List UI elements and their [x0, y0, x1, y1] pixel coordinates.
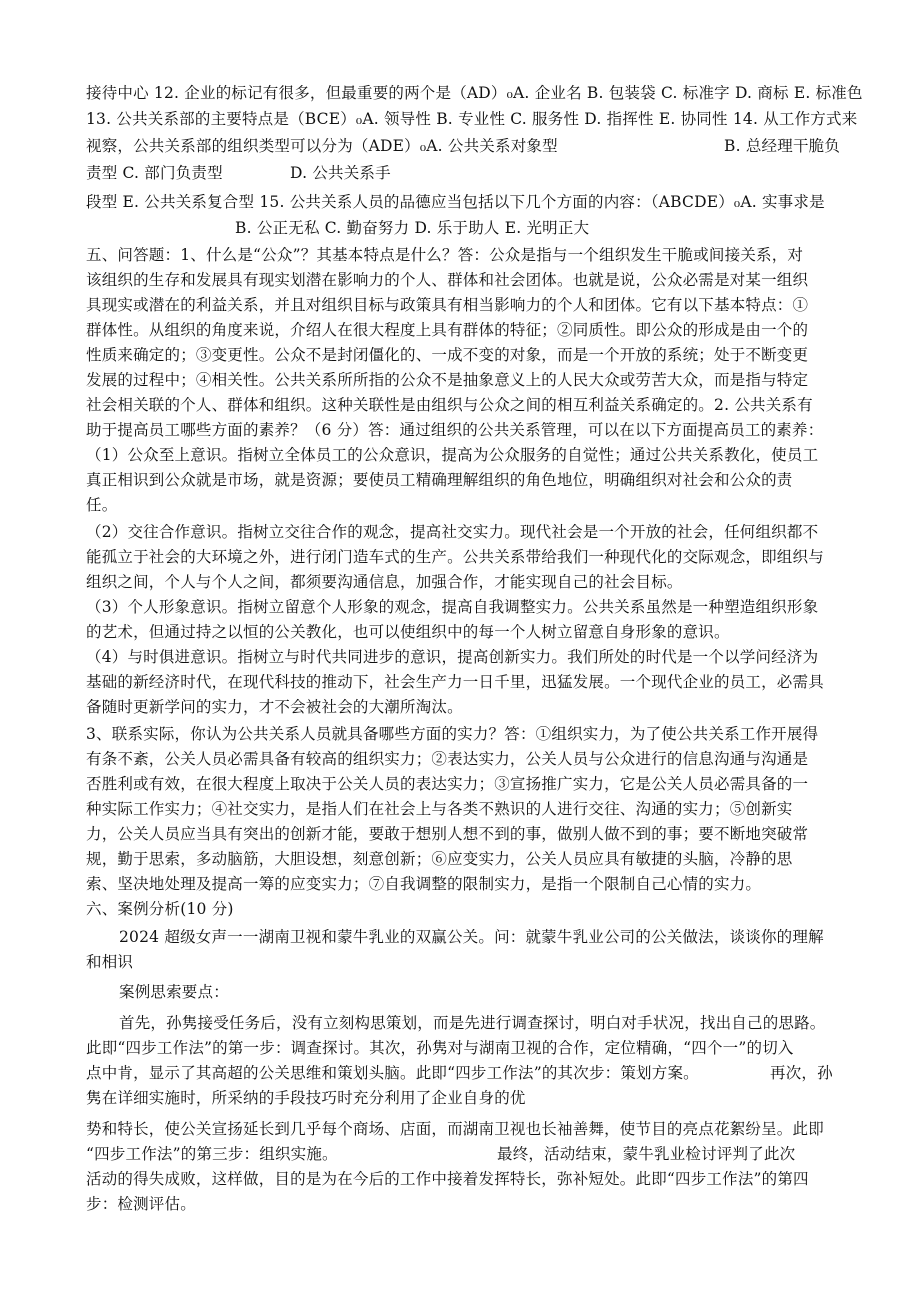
text-line: 视察，公共关系部的组织类型可以分为（ADE）₀A. 公共关系对象型	[86, 137, 558, 155]
text-line: 能孤立于社会的大环境之外，进行闭门造车式的生产。公共关系带给我们一种现代化的交际观念，即组织与	[86, 548, 824, 566]
text-line: B. 公正无私 C. 勤奋努力 D. 乐于助人 E. 光明正大	[235, 219, 590, 237]
text-line: 最终，活动结束，蒙牛乳业检讨评判了此次	[497, 1145, 796, 1163]
text-line: 点中肯，显示了其高超的公关思维和策划头脑。此即“四步工作法”的其次步：策划方案。	[86, 1064, 699, 1082]
text-line: 群体性。从组织的角度来说，介绍人在很大程度上具有群体的特征；②同质性。即公众的形成是由一个的	[86, 321, 809, 339]
text-line: 段型 E. 公共关系复合型 15. 公共关系人员的品德应当包括以下几个方面的内容：（ABCDE）₀A. 实事求是	[86, 193, 825, 211]
text-line: 社会相关联的个人、群体和组织。这种关联性是由组织与公众之间的相互利益关系确定的。2. 公共关系有	[86, 396, 813, 414]
text-line: 助于提高员工哪些方面的素养？（6 分）答：通过组织的公共关系管理，可以在以下方面提高员工的素养：	[86, 421, 824, 439]
text-line: 3、联系实际，你认为公共关系人员就具备哪些方面的实力？答：①组织实力，为了使公共关系工作开展得	[86, 725, 819, 743]
text-line: 真正相识到公众就是市场，就是资源；要使员工精确理解组织的角色地位，明确组织对社会和公众的责	[86, 471, 793, 489]
text-line: 任。	[86, 496, 118, 514]
text-line: （4）与时俱进意识。指树立与时代共同进步的意识，提高创新实力。我们所处的时代是一个以学问经济为	[86, 648, 819, 666]
text-line: “四步工作法”的第三步：组织实施。	[86, 1145, 338, 1163]
text-line: 种实际工作实力；④社交实力，是指人们在社会上与各类不熟识的人进行交往、沟通的实力；⑤创新实	[86, 800, 793, 818]
text-line: 此即“四步工作法”的第一步：调查探讨。其次，孙隽对与湖南卫视的合作，定位精确，“四个一”的切入	[86, 1039, 794, 1057]
text-line: 案例思索要点：	[119, 983, 229, 1001]
text-line: 索、坚决地处理及提高一筹的应变实力；⑦自我调整的限制实力，是指一个限制自己心情的实力。	[86, 875, 762, 893]
text-line: 和相识	[86, 953, 134, 971]
text-line: 五、问答题：1、什么是“公众”？其基本特点是什么？答：公众是指与一个组织发生干脆或间接关系，对	[86, 246, 804, 264]
text-line: 力，公关人员应当具有突出的创新才能，要敢于想别人想不到的事，做别人做不到的事；要不断地突破常	[86, 825, 809, 843]
text-line: 的艺术，但通过持之以恒的公关教化，也可以使组织中的每一个人树立留意自身形象的意识。	[86, 623, 730, 641]
text-line: 活动的得失成败，这样做，目的是为在今后的工作中接着发挥特长，弥补短处。此即“四步工作法”的第四	[86, 1170, 809, 1188]
text-line: 再次，孙	[770, 1064, 833, 1082]
text-line: 责型 C. 部门负责型	[86, 164, 223, 182]
text-line: 具现实或潜在的利益关系，并且对组织目标与政策具有相当影响力的个人和团体。它有以下基本特点：①	[86, 296, 809, 314]
text-line: （2）交往合作意识。指树立交往合作的观念，提高社交实力。现代社会是一个开放的社会，任何组织都不	[86, 523, 819, 541]
text-line: 势和特长，使公关宣扬延长到几乎每个商场、店面，而湖南卫视也长袖善舞，使节目的亮点花絮纷呈。此即	[86, 1120, 824, 1138]
text-line: （3）个人形象意识。指树立留意个人形象的观念，提高自我调整实力。公共关系虽然是一种塑造组织形象	[86, 598, 819, 616]
text-line: （1）公众至上意识。指树立全体员工的公众意识，提高为公众服务的自觉性；通过公共关系教化，使员工	[86, 446, 819, 464]
text-line: 发展的过程中；④相关性。公共关系所所指的公众不是抽象意义上的人民大众或劳苦大众，而是指与特定	[86, 371, 809, 389]
text-line: 该组织的生存和发展具有现实划潜在影响力的个人、群体和社会团体。也就是说，公众必需是对某一组织	[86, 271, 809, 289]
text-line: 基础的新经济时代，在现代科技的推动下，社会生产力一日千里，迅猛发展。一个现代企业的员工，必需具	[86, 673, 824, 691]
text-line: 首先，孙隽接受任务后，没有立刻构思策划，而是先进行调查探讨，明白对手状况，找出自己的思路。	[119, 1014, 826, 1032]
text-line: 有条不紊，公关人员必需具备有较高的组织实力；②表达实力，公关人员与公众进行的信息沟通与沟通是	[86, 750, 809, 768]
text-line: 2024 超级女声一一湖南卫视和蒙牛乳业的双赢公关。问：就蒙牛乳业公司的公关做法，谈谈你的理解	[119, 928, 824, 946]
text-line: 步：检测评估。	[86, 1195, 196, 1213]
text-line: 备随时更新学问的实力，才不会被社会的大潮所淘汰。	[86, 698, 463, 716]
text-line: 隽在详细实施时，所采纳的手段技巧时充分利用了企业自身的优	[86, 1089, 526, 1107]
text-line: 13. 公共关系部的主要特点是（BCE）₀A. 领导性 B. 专业性 C. 服务性 D. 指挥性 E. 协同性 14. 从工作方式来	[86, 110, 858, 128]
section-heading: 六、案例分析(10 分)	[86, 900, 234, 918]
text-line: B. 总经理干脆负	[724, 137, 841, 155]
text-line: D. 公共关系手	[290, 164, 391, 182]
text-line: 性质来确定的；③变更性。公众不是封闭僵化的、一成不变的对象，而是一个开放的系统；处于不断变更	[86, 346, 809, 364]
text-line: 接待中心 12. 企业的标记有很多，但最重要的两个是（AD）₀A. 企业名 B. 包装袋 C. 标准字 D. 商标 E. 标准色	[86, 84, 863, 102]
text-line: 否胜利或有效，在很大程度上取决于公关人员的表达实力；③宣扬推广实力，它是公关人员必需具备的一	[86, 775, 809, 793]
text-line: 规，勤于思索，多动脑筋，大胆设想，刻意创新；⑥应变实力，公关人员应具有敏捷的头脑，冷静的思	[86, 850, 793, 868]
text-line: 组织之间，个人与个人之间，都须要沟通信息，加强合作，才能实现自己的社会目标。	[86, 573, 683, 591]
